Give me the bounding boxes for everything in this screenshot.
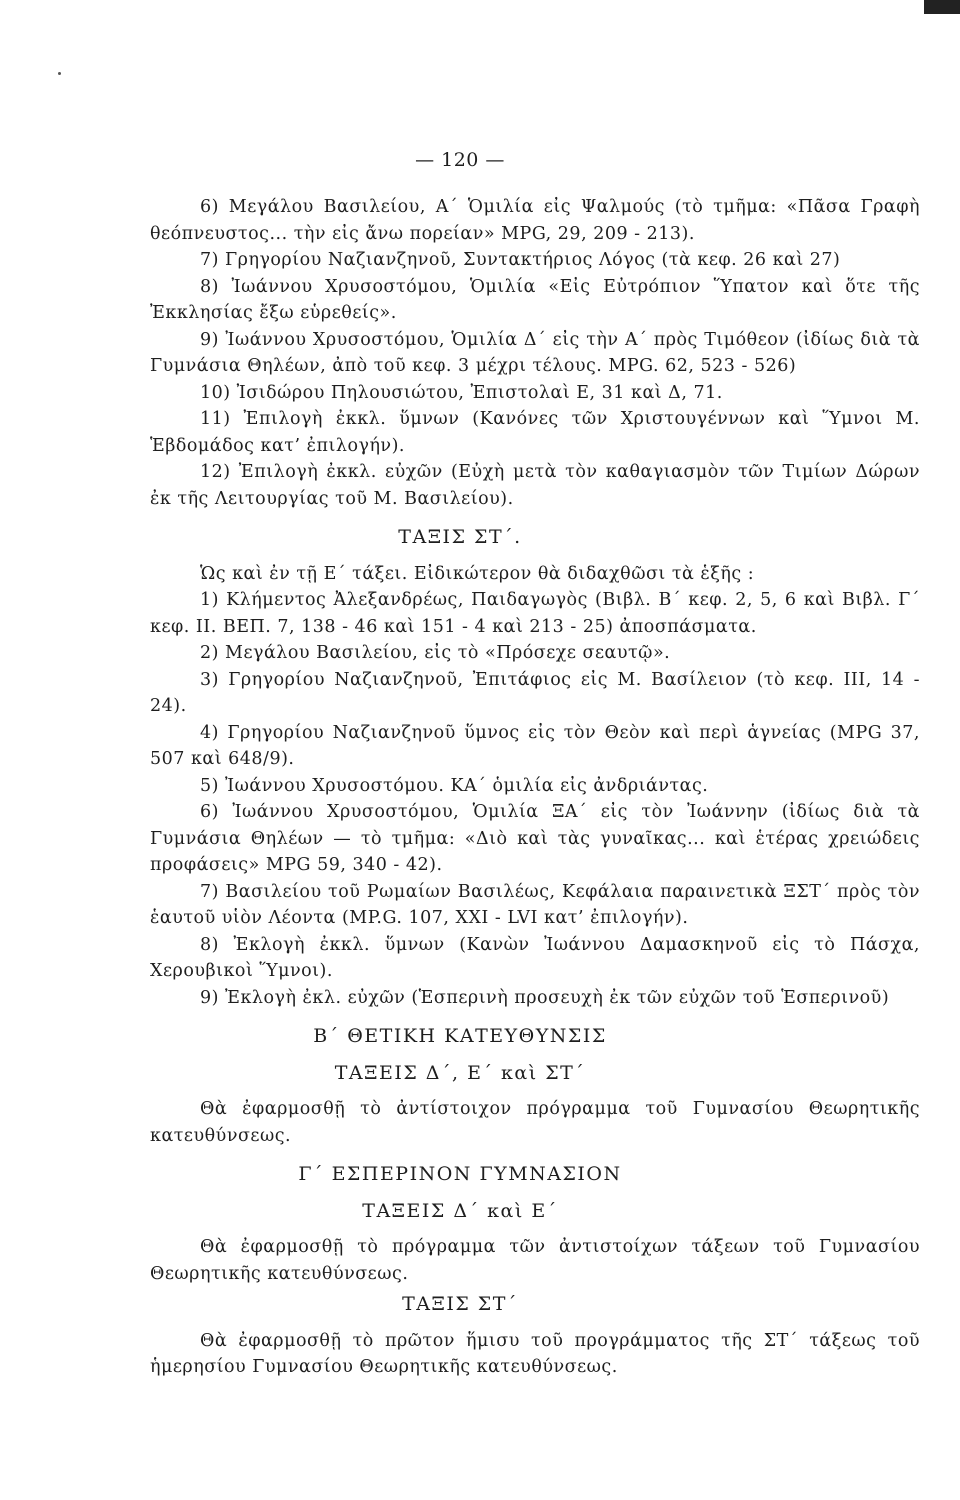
list-item: 1) Κλήμεντος Ἀλεξανδρέως, Παιδαγωγὸς (Βιβλ. Β΄ κεφ. 2, 5, 6 καὶ Βιβλ. Γ΄ κεφ. ΙΙ. ΒΕΠ. 7, 138 - 46 καὶ 151 - 4 καὶ 213 - 25) ἀποσπάσματα. (150, 590, 920, 637)
list-item: 9) Ἰωάννου Χρυσοστόμου, Ὁμιλία Δ΄ εἰς τὴν Α΄ πρὸς Τιμόθεον (ἰδίως διὰ τὰ Γυμνάσια Θηλέων, ἀπὸ τοῦ κεφ. 3 μέχρι τέλους. MPG. 62, 523 - 526) (150, 329, 920, 376)
list-item: 12) Ἐπιλογὴ ἐκκλ. εὐχῶν (Εὐχὴ μετὰ τὸν καθαγιασμὸν τῶν Τιμίων Δώρων ἐκ τῆς Λειτουργίας τοῦ Μ. Βασιλείου). (150, 462, 920, 509)
page-body (150, 194, 920, 1381)
paragraph: Θὰ ἐφαρμοσθῇ τὸ πρόγραμμα τῶν ἀντιστοίχων τάξεων τοῦ Γυμνασίου Θεωρητικῆς κατευθύνσεως. (150, 1237, 920, 1284)
section-subheading-b: ΤΑΞΕΙΣ Δ΄, Ε΄ καὶ ΣΤ΄ (334, 1061, 586, 1084)
section-subheading-g: ΤΑΞΕΙΣ Δ΄ καὶ Ε΄ (362, 1199, 558, 1222)
list-item: 7) Βασιλείου τοῦ Ρωμαίων Βασιλέως, Κεφάλαια παραινετικὰ ΞΣΤ΄ πρὸς τὸν ἑαυτοῦ υἱὸν Λέοντα (MP.G. 107, XXI - LVI κατ’ ἐπιλογήν). (150, 881, 920, 928)
page-corner-mark (924, 0, 960, 14)
paragraph: Θὰ ἐφαρμοσθῇ τὸ πρῶτον ἥμισυ τοῦ προγράμματος τῆς ΣΤ΄ τάξεως τοῦ ἡμερησίου Γυμνασίου Θεωρητικῆς κατευθύνσεως. (150, 1330, 920, 1377)
section-heading-g-st: ΤΑΞΙΣ ΣΤ΄ (402, 1293, 518, 1315)
list-item: 6) Μεγάλου Βασιλείου, Α΄ Ὁμιλία εἰς Ψαλμούς (τὸ τμῆμα: «Πᾶσα Γραφὴ θεόπνευστος... τὴν εἰς ἄνω πορείαν» MPG, 29, 209 - 213). (150, 197, 920, 244)
list-item: 11) Ἐπιλογὴ ἐκκλ. ὕμνων (Κανόνες τῶν Χριστουγέννων καὶ Ὕμνοι Μ. Ἑβδομάδος κατ’ ἐπιλογήν). (150, 409, 920, 456)
list-item: 2) Μεγάλου Βασιλείου, εἰς τὸ «Πρόσεχε σεαυτῷ». (200, 643, 671, 663)
list-item: 4) Γρηγορίου Ναζιανζηνοῦ ὕμνος εἰς τὸν Θεὸν καὶ περὶ ἁγνείας (MPG 37, 507 καὶ 648/9). (150, 722, 920, 769)
list-item: 8) Ἰωάννου Χρυσοστόμου, Ὁμιλία «Εἰς Εὐτρόπιον Ὕπατον καὶ ὅτε τῆς Ἐκκλησίας ἔξω εὑρεθείς». (150, 276, 920, 323)
document-page (150, 0, 920, 1500)
list-item: 10) Ἰσιδώρου Πηλουσιώτου, Ἐπιστολαὶ Ε, 31 καὶ Δ, 71. (200, 382, 723, 403)
section-intro: Ὡς καὶ ἐν τῇ Ε΄ τάξει. Εἰδικώτερον θὰ διδαχθῶσι τὰ ἑξῆς : (200, 563, 755, 584)
section-heading-g: Γ΄ ΕΣΠΕΡΙΝΟΝ ΓΥΜΝΑΣΙΟΝ (298, 1163, 622, 1185)
list-item: 9) Ἐκλογὴ ἐκλ. εὐχῶν (Ἑσπερινὴ προσευχὴ ἐκ τῶν εὐχῶν τοῦ Ἑσπερινοῦ) (200, 987, 890, 1008)
scan-speck (58, 72, 61, 75)
list-item: 5) Ἰωάννου Χρυσοστόμου. ΚΑ΄ ὁμιλία εἰς ἀνδριάντας. (200, 775, 709, 796)
list-item: 7) Γρηγορίου Ναζιανζηνοῦ, Συντακτήριος Λόγος (τὰ κεφ. 26 καὶ 27) (200, 250, 841, 270)
list-item: 6) Ἰωάννου Χρυσοστόμου, Ὁμιλία ΞΑ΄ εἰς τὸν Ἰωάννην (ἰδίως διὰ τὰ Γυμνάσια Θηλέων — τὸ τμῆμα: «Διὸ καὶ τὰς γυναῖκας... καὶ ἑτέρας χρειώδεις προφάσεις» MPG 59, 340 - 42). (150, 802, 920, 875)
list-item: 8) Ἐκλογὴ ἐκκλ. ὕμνων (Κανὼν Ἰωάννου Δαμασκηνοῦ εἰς τὸ Πάσχα, Χερουβικοὶ Ὕμνοι). (150, 934, 920, 981)
section-heading-b: Β΄ ΘΕΤΙΚΗ ΚΑΤΕΥΘΥΝΣΙΣ (313, 1025, 607, 1047)
paragraph: Θὰ ἐφαρμοσθῇ τὸ ἀντίστοιχον πρόγραμμα τοῦ Γυμνασίου Θεωρητικῆς κατευθύνσεως. (150, 1099, 920, 1146)
list-item: 3) Γρηγορίου Ναζιανζηνοῦ, Ἐπιτάφιος εἰς Μ. Βασίλειον (τὸ κεφ. ΙΙΙ, 14 - 24). (150, 669, 920, 716)
section-heading-taxis-st: ΤΑΞΙΣ ΣΤ΄. (398, 526, 522, 548)
page-number: — 120 — (415, 149, 505, 171)
